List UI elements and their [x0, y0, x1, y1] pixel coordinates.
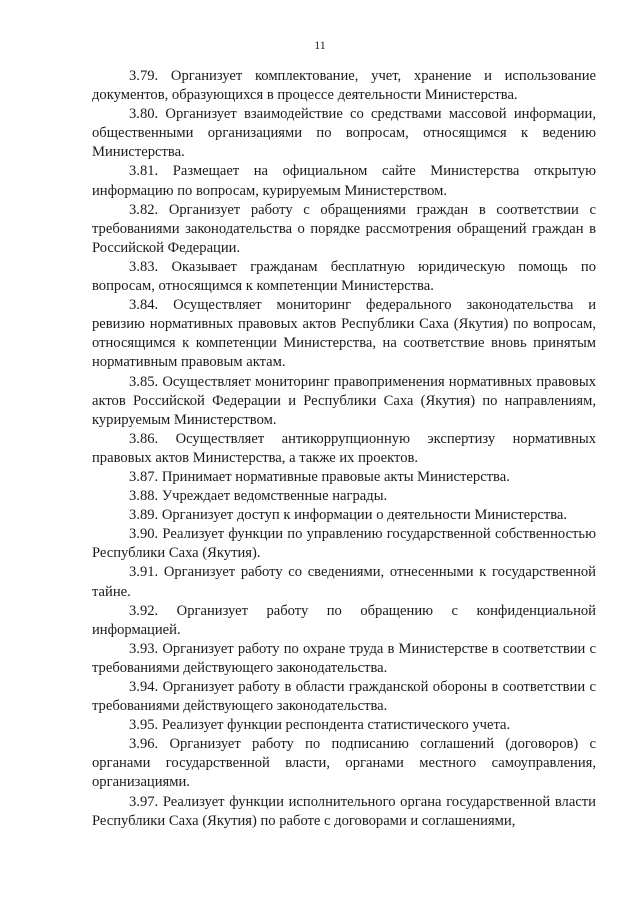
clause-3-97: 3.97. Реализует функции исполнительного органа государственной власти Республики Саха (Якутия) по работе с договорами и соглашениями,: [92, 793, 596, 829]
clause-3-85: 3.85. Осуществляет мониторинг правоприменения нормативных правовых актов Российской Федерации и Республики Саха (Якутия) по направлениям, курируемым Министерством.: [92, 373, 596, 428]
clause-3-83: 3.83. Оказывает гражданам бесплатную юридическую помощь по вопросам, относящимся к компетенции Министерства.: [92, 258, 596, 295]
clause-3-88: 3.88. Учреждает ведомственные награды.: [129, 488, 388, 505]
clause-3-80: 3.80. Организует взаимодействие со средствами массовой информации, общественными организациями по вопросам, относящимся к ведению Министерства.: [92, 106, 596, 161]
clause-3-90: 3.90. Реализует функции по управлению государственной собственностью Республики Саха (Якутия).: [92, 526, 596, 562]
clause-3-81: 3.81. Размещает на официальном сайте Министерства открытую информацию по вопросам, курируемым Министерством.: [92, 163, 596, 199]
clause-3-79: 3.79. Организует комплектование, учет, хранение и использование документов, образующихся в процессе деятельности Министерства.: [92, 68, 596, 104]
clause-3-89: 3.89. Организует доступ к информации о деятельности Министерства.: [129, 507, 568, 524]
clause-3-91: 3.91. Организует работу со сведениями, отнесенными к государственной тайне.: [92, 564, 596, 600]
clause-3-96: 3.96. Организует работу по подписанию соглашений (договоров) с органами государственной власти, органами местного самоуправления, организациями.: [92, 736, 596, 791]
clause-3-87: 3.87. Принимает нормативные правовые акты Министерства.: [129, 468, 510, 485]
page-number: 11: [314, 38, 326, 52]
document-body: [92, 67, 596, 831]
clause-3-92: 3.92. Организует работу по обращению с конфиденциальной информацией.: [92, 602, 596, 638]
clause-3-95: 3.95. Реализует функции респондента статистического учета.: [129, 717, 511, 734]
clause-3-93: 3.93. Организует работу по охране труда в Министерстве в соответствии с требованиями действующего законодательства.: [92, 640, 596, 676]
clause-3-94: 3.94. Организует работу в области гражданской обороны в соответствии с требованиями действующего законодательства.: [92, 679, 596, 715]
clause-3-84: 3.84. Осуществляет мониторинг федерального законодательства и ревизию нормативных правовых актов Республики Саха (Якутия) по вопросам, относящимся к компетенции Министерства, на соответствие вновь принятым нормативным правовым актам.: [92, 297, 596, 371]
clause-3-82: 3.82. Организует работу с обращениями граждан в соответствии с требованиями законодательства о порядке рассмотрения обращений граждан в Российской Федерации.: [92, 201, 596, 256]
clause-3-86: 3.86. Осуществляет антикоррупционную экспертизу нормативных правовых актов Министерства, а также их проектов.: [92, 430, 596, 466]
